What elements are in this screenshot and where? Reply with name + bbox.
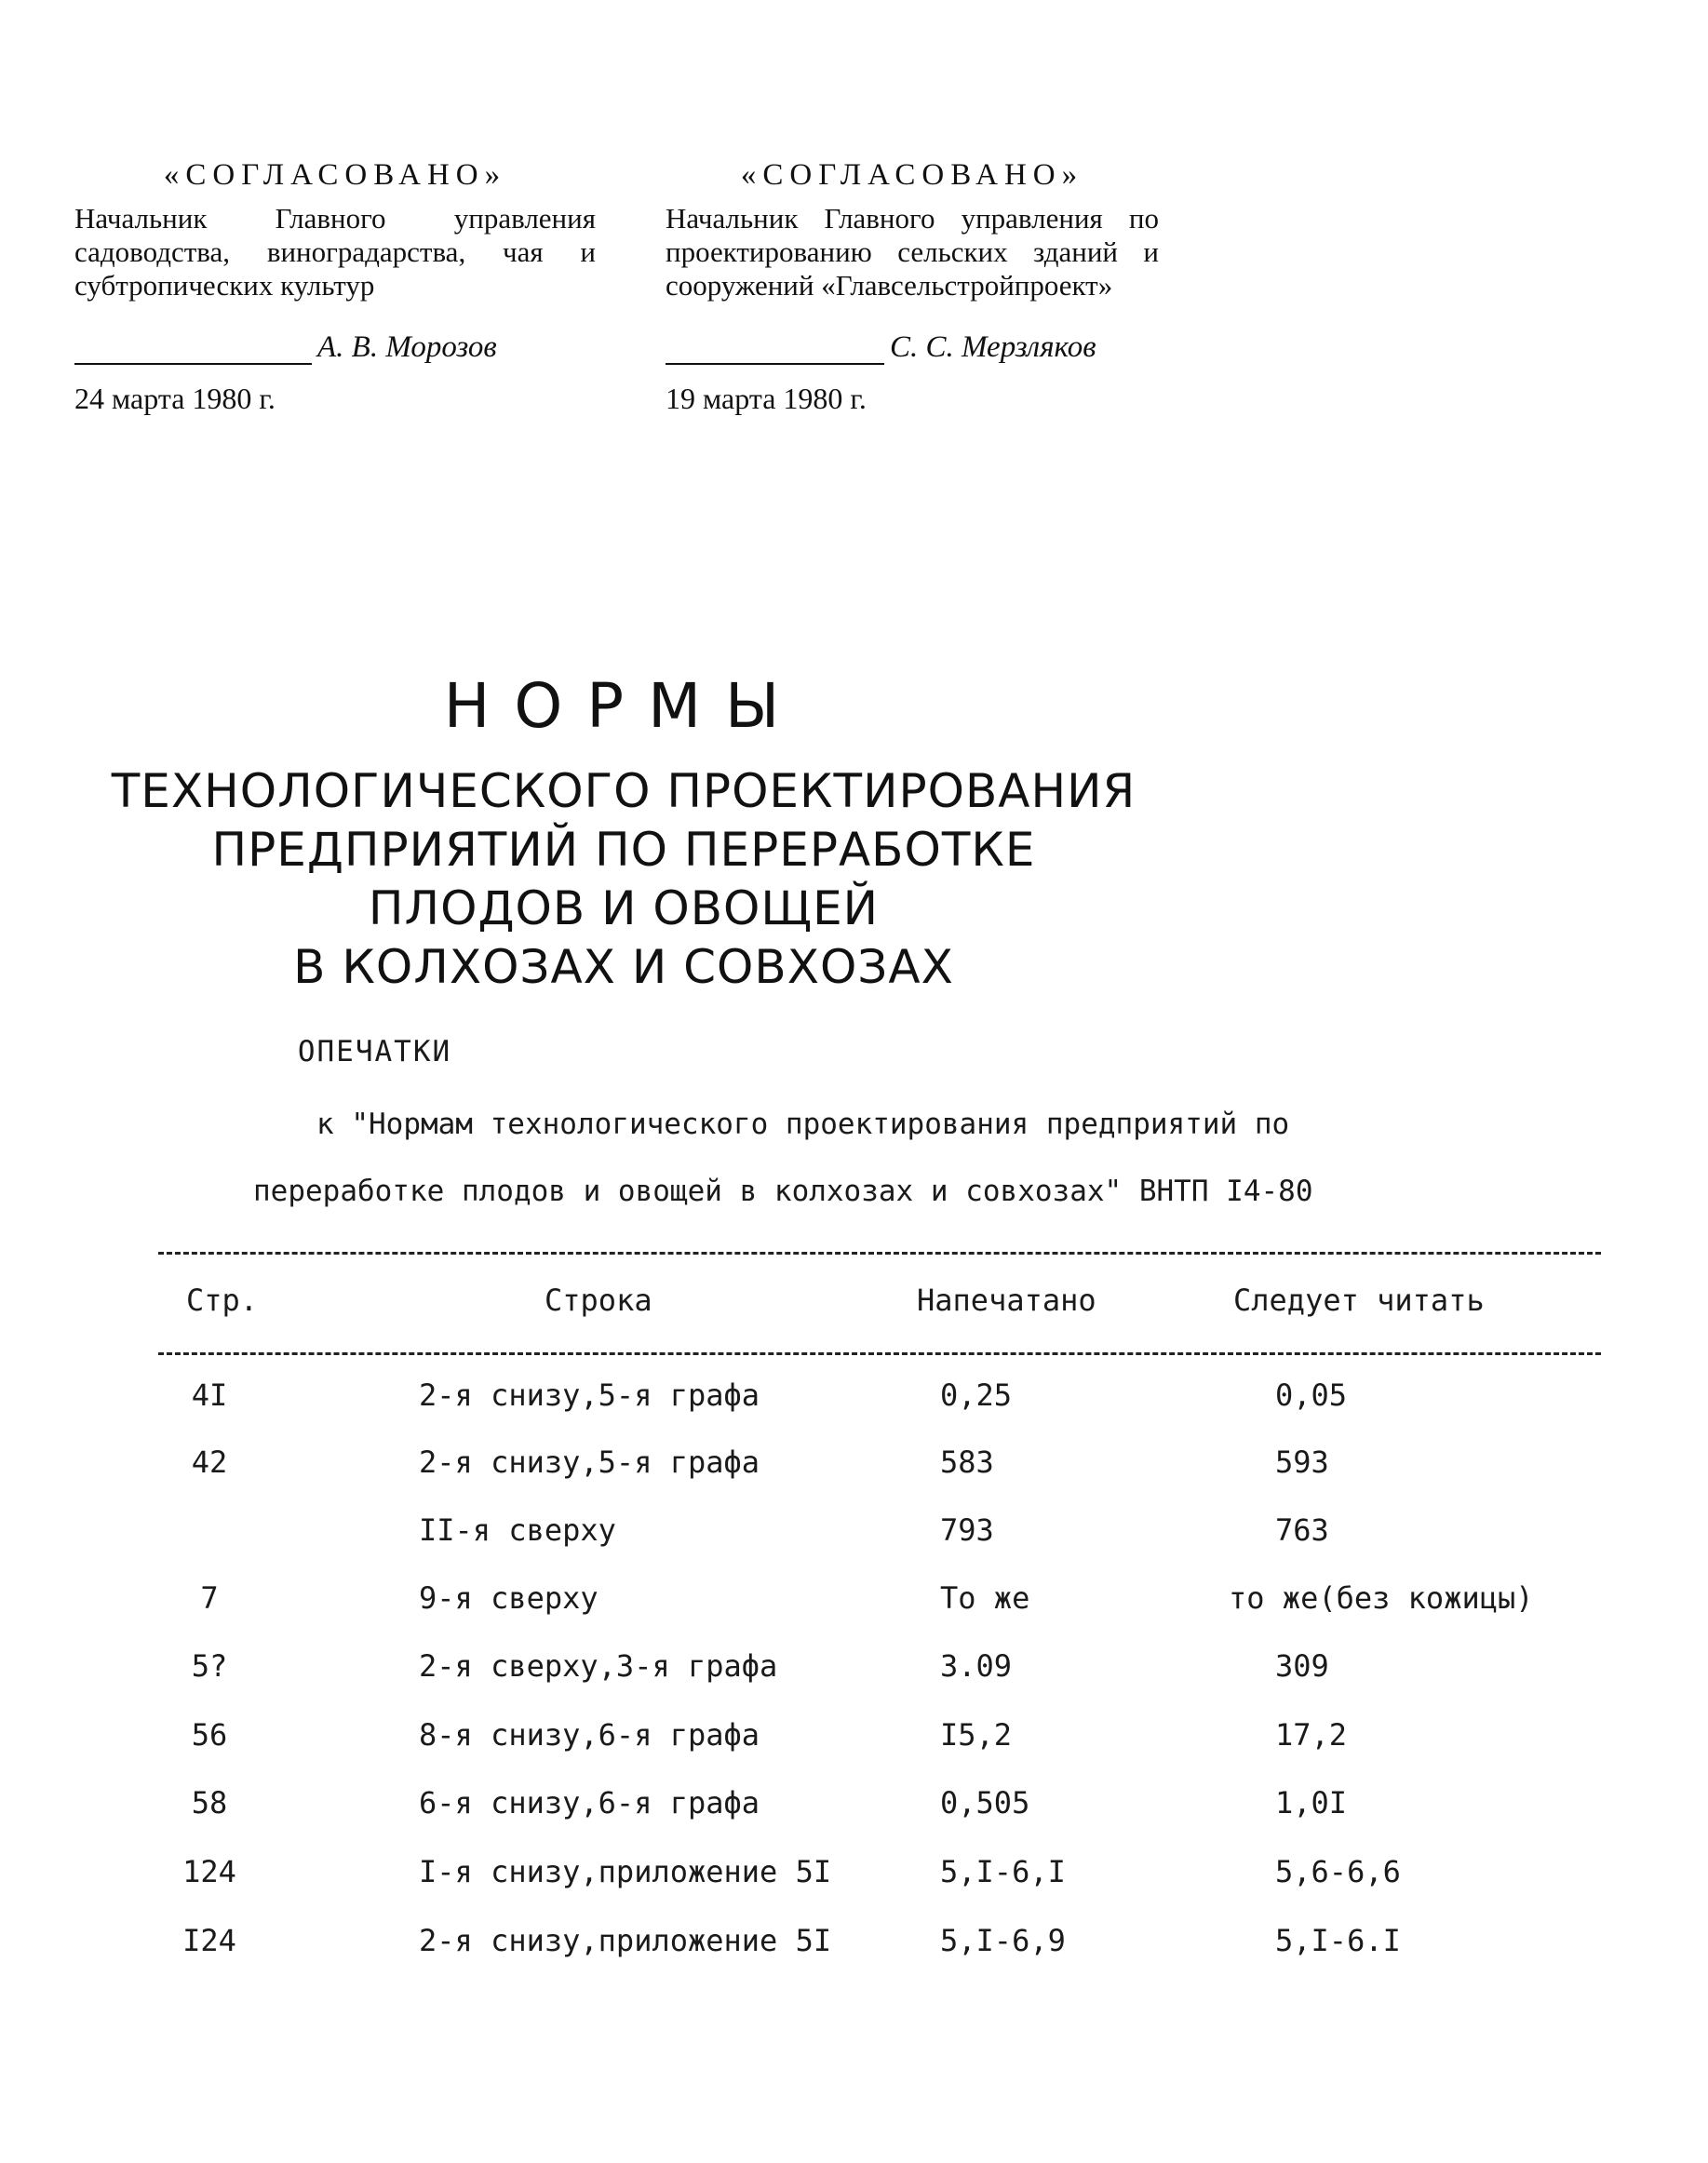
cell-should-read: 593	[1275, 1444, 1329, 1480]
approval-date: 19 марта 1980 г.	[666, 382, 867, 415]
column-header-should-read: Следует читать	[1233, 1283, 1485, 1318]
signatory-name: С. С. Мерзляков	[890, 330, 1096, 364]
cell-printed: 5,I-6,I	[940, 1854, 1066, 1889]
signature-rule	[666, 344, 884, 365]
cell-line: I-я снизу,приложение 5I	[419, 1854, 832, 1889]
title-line-2: ПРЕДПРИЯТИЙ ПО ПЕРЕРАБОТКЕ	[211, 823, 1036, 877]
cell-page: 124	[182, 1854, 236, 1889]
table-header-rule	[158, 1352, 1601, 1355]
title-line-1: ТЕХНОЛОГИЧЕСКОГО ПРОЕКТИРОВАНИЯ	[111, 764, 1136, 818]
approval-block-right	[666, 158, 1159, 416]
cell-line: 2-я снизу,5-я графа	[419, 1377, 760, 1413]
approval-block-left	[74, 158, 596, 416]
cell-should-read: 309	[1275, 1648, 1329, 1684]
cell-page: 42	[191, 1444, 228, 1480]
table-row	[0, 1580, 1708, 1618]
cell-line: II-я сверху	[419, 1512, 616, 1548]
cell-should-read: 17,2	[1275, 1717, 1348, 1753]
cell-page: I24	[182, 1923, 236, 1958]
signature-rule	[74, 344, 312, 365]
errata-heading-text: ОПЕЧАТКИ	[297, 1035, 452, 1068]
cell-should-read: 763	[1275, 1512, 1329, 1548]
cell-line: 2-я сверху,3-я графа	[419, 1648, 778, 1684]
cell-printed: 0,505	[940, 1785, 1030, 1820]
cell-printed: 0,25	[940, 1377, 1013, 1413]
cell-printed: 3.09	[940, 1648, 1013, 1684]
approval-heading: «СОГЛАСОВАНО»	[163, 158, 507, 192]
table-row	[0, 1854, 1708, 1891]
cell-should-read: 0,05	[1275, 1377, 1348, 1413]
errata-subtitle-text-2: переработке плодов и овощей в колхозах и совхозах" ВНТП I4-80	[253, 1175, 1313, 1208]
errata-heading	[0, 1035, 1708, 1068]
cell-line: 9-я сверху	[419, 1580, 598, 1616]
approval-text: Начальник Главного управления по проектированию сельских зданий и сооружений «Главсельстройпроект»	[666, 202, 1159, 302]
cell-should-read: 5,I-6.I	[1275, 1923, 1401, 1958]
table-row	[0, 1512, 1708, 1550]
approval-text: Начальник Главного управления садоводства, виноградарства, чая и субтропических культур	[74, 202, 596, 302]
column-header-line: Строка	[545, 1283, 652, 1318]
table-row	[0, 1923, 1708, 1960]
cell-printed: 793	[940, 1512, 994, 1548]
document-title	[74, 670, 1173, 997]
column-header-printed: Напечатано	[917, 1283, 1096, 1318]
cell-line: 2-я снизу,приложение 5I	[419, 1923, 832, 1958]
table-row	[0, 1377, 1708, 1415]
cell-should-read: то же(без кожицы)	[1229, 1580, 1534, 1616]
cell-should-read: 5,6-6,6	[1275, 1854, 1401, 1889]
table-top-rule	[158, 1252, 1601, 1255]
cell-page: 58	[191, 1785, 228, 1820]
cell-line: 2-я снизу,5-я графа	[419, 1444, 760, 1480]
title-main: НОРМЫ	[443, 670, 804, 742]
approval-date: 24 марта 1980 г.	[74, 382, 276, 415]
cell-line: 8-я снизу,6-я графа	[419, 1717, 760, 1753]
table-row	[0, 1717, 1708, 1754]
signature-line	[666, 330, 1159, 365]
cell-printed: 583	[940, 1444, 994, 1480]
cell-page: 5?	[191, 1648, 228, 1684]
table-row	[0, 1648, 1708, 1686]
errata-subtitle-text-1: к "Нормам технологического проектирования предприятий по	[316, 1108, 1290, 1141]
cell-printed: I5,2	[940, 1717, 1013, 1753]
table-row	[0, 1444, 1708, 1482]
cell-page: 56	[191, 1717, 228, 1753]
approval-heading: «СОГЛАСОВАНО»	[740, 158, 1084, 192]
cell-page: 4I	[191, 1377, 228, 1413]
column-header-page: Стр.	[186, 1283, 259, 1318]
cell-page: 7	[200, 1580, 219, 1616]
cell-should-read: 1,0I	[1275, 1785, 1348, 1820]
signatory-name: А. В. Морозов	[317, 330, 497, 364]
title-line-4: В КОЛХОЗАХ И СОВХОЗАХ	[293, 940, 954, 994]
table-row	[0, 1785, 1708, 1822]
cell-printed: То же	[940, 1580, 1030, 1616]
cell-printed: 5,I-6,9	[940, 1923, 1066, 1958]
cell-line: 6-я снизу,6-я графа	[419, 1785, 760, 1820]
title-line-3: ПЛОДОВ И ОВОЩЕЙ	[368, 881, 880, 935]
signature-line	[74, 330, 596, 365]
